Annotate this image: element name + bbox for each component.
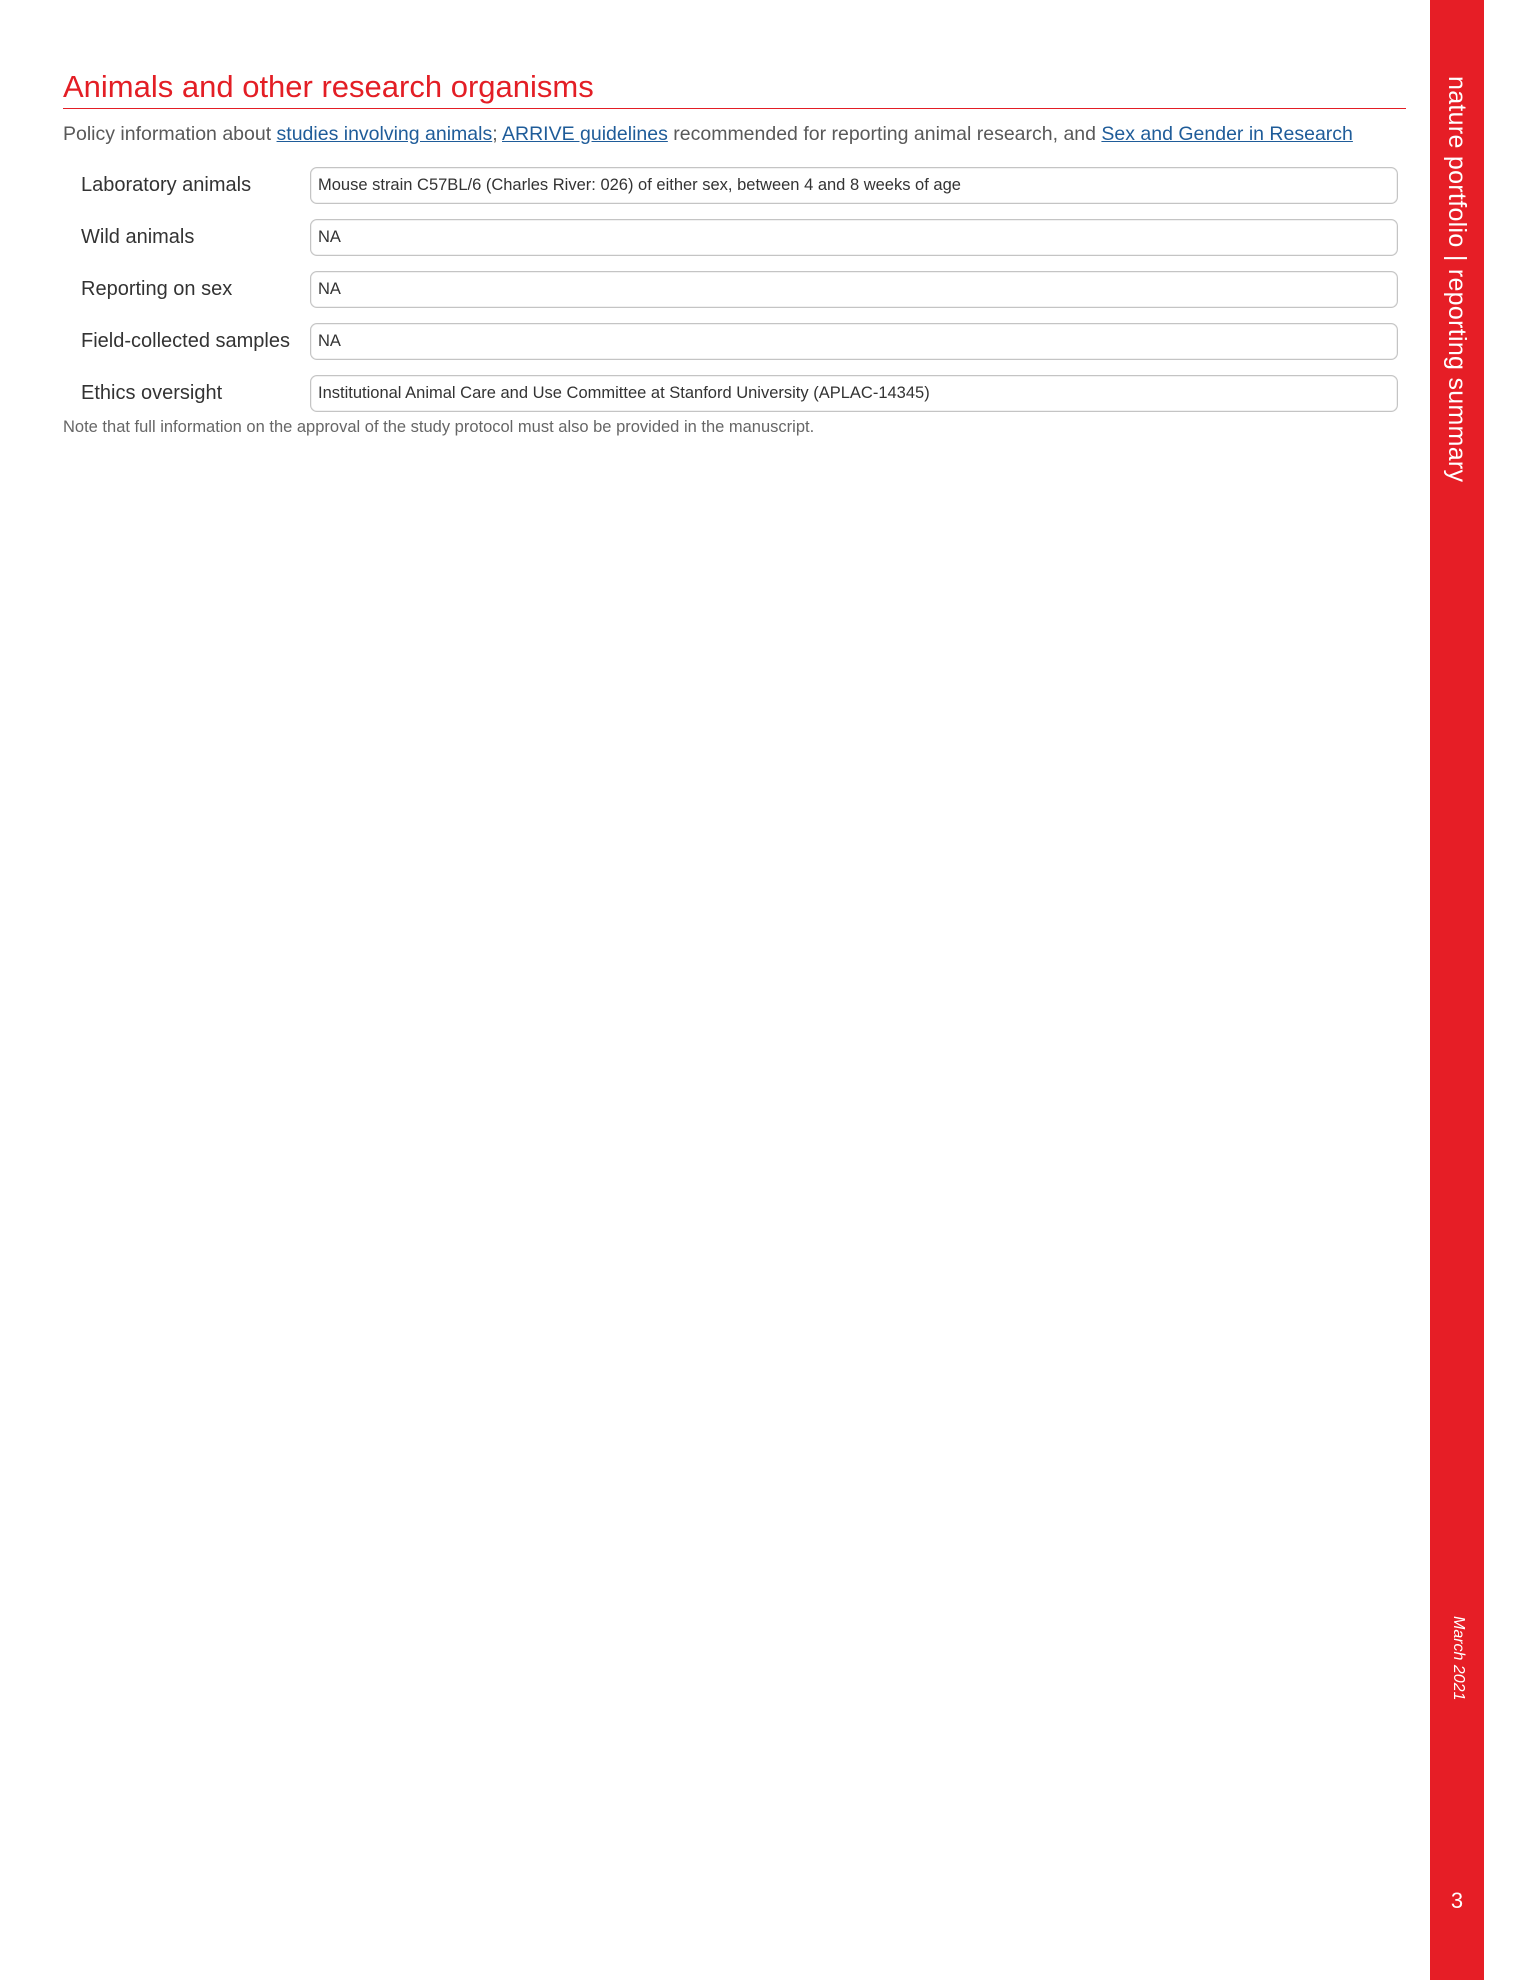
laboratory-animals-field[interactable]: Mouse strain C57BL/6 (Charles River: 026) of either sex, between 4 and 8 weeks of age bbox=[310, 167, 1398, 204]
sex-and-gender-link[interactable]: Sex and Gender in Research bbox=[1101, 123, 1353, 145]
policy-separator: ; bbox=[492, 123, 502, 145]
field-row-wild-animals bbox=[63, 218, 1406, 256]
field-label: Ethics oversight bbox=[81, 381, 223, 404]
policy-prefix: Policy information about bbox=[63, 123, 277, 145]
field-label: Field-collected samples bbox=[81, 329, 290, 352]
policy-paragraph bbox=[63, 121, 1353, 148]
sidebar-brand: nature portfolio | reporting summary bbox=[1443, 76, 1471, 483]
field-row-ethics-oversight bbox=[63, 374, 1406, 412]
field-label: Wild animals bbox=[81, 225, 195, 248]
field-row-reporting-on-sex bbox=[63, 270, 1406, 308]
studies-involving-animals-link[interactable]: studies involving animals bbox=[276, 123, 493, 145]
field-label: Reporting on sex bbox=[81, 277, 233, 300]
approval-note: Note that full information on the approval of the study protocol must also be provided in the manuscript. bbox=[63, 418, 815, 436]
page-number: 3 bbox=[1450, 1888, 1464, 1913]
field-label: Laboratory animals bbox=[81, 173, 252, 196]
reporting-on-sex-field[interactable]: NA bbox=[310, 271, 1398, 308]
ethics-oversight-field[interactable]: Institutional Animal Care and Use Committee at Stanford University (APLAC-14345) bbox=[310, 375, 1398, 412]
field-row-laboratory-animals bbox=[63, 166, 1406, 204]
arrive-guidelines-link[interactable]: ARRIVE guidelines bbox=[502, 123, 668, 145]
page-content bbox=[63, 66, 1406, 437]
policy-middle: recommended for reporting animal research, and bbox=[667, 123, 1102, 145]
field-collected-samples-field[interactable]: NA bbox=[310, 323, 1398, 360]
field-row-field-collected-samples bbox=[63, 322, 1406, 360]
sidebar-date: March 2021 bbox=[1450, 1616, 1467, 1701]
section-title: Animals and other research organisms bbox=[63, 66, 1406, 109]
wild-animals-field[interactable]: NA bbox=[310, 219, 1398, 256]
